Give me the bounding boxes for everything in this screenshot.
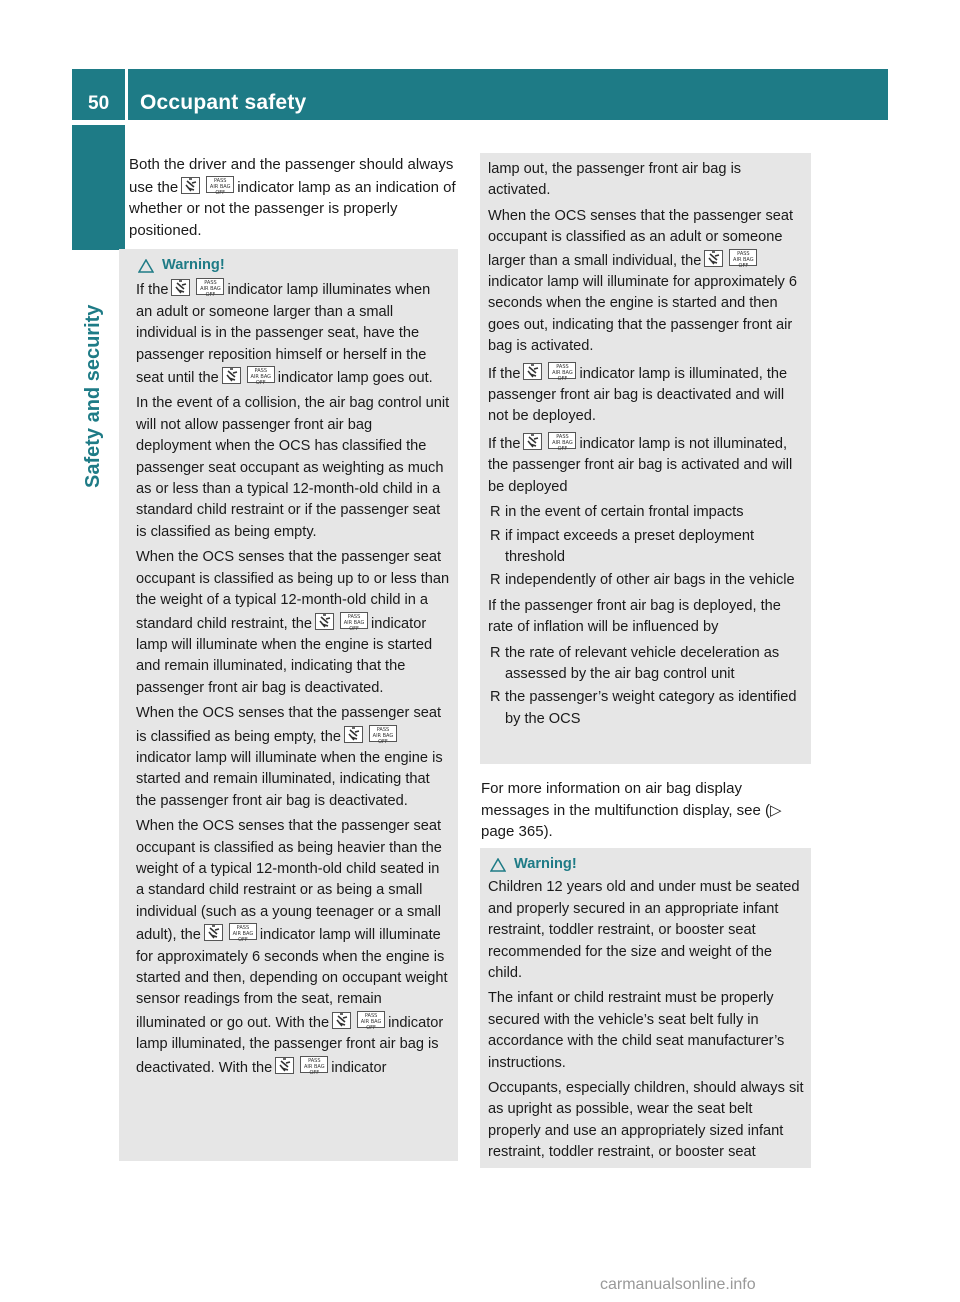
passenger-seat-icon <box>332 1012 351 1029</box>
passenger-seat-icon <box>204 924 223 941</box>
inflation-bullets <box>488 643 805 731</box>
continued-paragraph-4: If the PASS AIR BAG OFF indicator lamp is not illuminated, the passenger front air bag is activated and will be deployed <box>488 433 793 495</box>
warning-heading: Warning! <box>488 854 805 875</box>
side-tab-block <box>72 125 125 250</box>
pass-airbag-off-icon: PASS AIR BAG OFF <box>229 923 257 940</box>
intro-paragraph: Both the driver and the passenger should always use the PASS AIR BAG OFF indicator lamp as an indication of whether or not the passenger is properly positioned. <box>129 156 456 239</box>
watermark: carmanualsonline.info <box>600 1276 756 1293</box>
children-warning-paragraph-2: The infant or child restraint must be properly secured with the vehicle’s seat belt fully in accordance with the child seat manufacturer’s instructions. <box>488 990 785 1071</box>
continued-paragraph-2: When the OCS senses that the passenger seat occupant is classified as an adult or someone larger than a small individual, the PASS AIR BAG OFF indicator lamp will illuminate for approximately 6 seconds when the engine is started and then goes out, indicating that the passenger front air bag is activated. <box>488 207 798 355</box>
pass-airbag-off-icon: PASS AIR BAG OFF <box>548 432 576 449</box>
warning-box-right-continued <box>480 153 811 764</box>
more-info-paragraph: For more information on air bag display messages in the multifunction display, see (▷ page 365). <box>481 780 782 840</box>
pass-airbag-off-icon: PASS AIR BAG OFF <box>247 366 275 383</box>
children-warning-paragraph-3: Occupants, especially children, should always sit as upright as possible, wear the seat belt properly and use an appropriately sized infant restraint, toddler restraint, or booster seat <box>488 1080 804 1161</box>
passenger-seat-icon <box>315 613 334 630</box>
left-intro <box>129 154 459 245</box>
pass-airbag-off-icon: PASS AIR BAG OFF <box>300 1056 328 1073</box>
passenger-seat-icon <box>344 726 363 743</box>
page-number <box>72 69 125 120</box>
header-divider <box>125 69 128 120</box>
children-warning-paragraph-1: Children 12 years old and under must be seated and properly secured in an appropriate infant restraint, toddler restraint, or booster seat recommended for the size and weight of the child. <box>488 879 800 982</box>
page-number-text: 50 <box>88 93 110 114</box>
passenger-seat-icon <box>222 367 241 384</box>
list-item: R the passenger’s weight category as identified by the OCS <box>490 689 797 727</box>
continued-paragraph-1: lamp out, the passenger front air bag is activated. <box>488 161 742 199</box>
pass-airbag-off-icon: PASS AIR BAG OFF <box>548 362 576 379</box>
continued-paragraph-3: If the PASS AIR BAG OFF indicator lamp is illuminated, the passenger front air bag is deactivated and will not be deployed. <box>488 363 788 425</box>
warning-heading: Warning! <box>136 255 450 276</box>
warning-triangle-icon <box>138 259 154 273</box>
pass-airbag-off-icon: PASS AIR BAG OFF <box>729 249 757 266</box>
list-item: R if impact exceeds a preset deployment threshold <box>490 527 755 565</box>
list-item: R the rate of relevant vehicle deceleration as assessed by the air bag control unit <box>490 644 780 682</box>
continued-paragraph-5: If the passenger front air bag is deployed, the rate of inflation will be influenced by <box>488 597 781 636</box>
passenger-seat-icon <box>171 279 190 296</box>
page-reference-link[interactable]: (▷ page 365). <box>481 801 782 840</box>
deployment-bullets <box>488 502 805 592</box>
warning-paragraph-2: In the event of a collision, the air bag control unit will not allow passenger front air bag deployment when the OCS has classified the passenger seat occupant as weighting as much as or less than a typical 12-month-old child in a standard child restraint or if the passenger seat is classified as being empty. <box>136 395 450 540</box>
list-item: R independently of other air bags in the vehicle <box>490 572 795 589</box>
warning-paragraph-4: When the OCS senses that the passenger seat is classified as being empty, the PASS AIR BAG OFF indicator lamp will illuminate when the engine is started and remain illuminated, indicating that the passenger front air bag is deactivated. <box>136 705 443 809</box>
warning-box-left <box>119 249 458 1161</box>
warning-triangle-icon <box>490 858 506 872</box>
list-item: R in the event of certain frontal impacts <box>490 504 744 521</box>
passenger-seat-icon <box>181 177 200 194</box>
pass-airbag-off-icon: PASS AIR BAG OFF <box>369 725 397 742</box>
pass-airbag-off-icon: PASS AIR BAG OFF <box>196 278 224 295</box>
warning-paragraph-5: When the OCS senses that the passenger seat occupant is classified as being heavier than the weight of a typical 12-month-old child seated in a standard child restraint or as being a small individual (such as a young teenager or a small adult), the PASS AIR BAG OFF indicator lamp will illuminate for approximately 6 seconds when the engine is started and then, depending on occupant weight sensor readings from the seat, remain illuminated or go out. With the PASS AIR BAG OFF indicator lamp illuminated, the passenger front air bag is deactivated. With the PASS AIR BAG OFF indicator <box>136 818 448 1076</box>
side-tab-label: Safety and security <box>82 304 104 488</box>
warning-box-children <box>480 848 811 1168</box>
warning-paragraph-1: If the PASS AIR BAG OFF indicator lamp illuminates when an adult or someone larger than a small individual is in the passenger seat, have the passenger reposition himself or herself in the seat until the PASS AIR BAG OFF indicator lamp goes out. <box>136 280 433 387</box>
passenger-seat-icon <box>704 250 723 267</box>
passenger-seat-icon <box>523 433 542 450</box>
pass-airbag-off-icon: PASS AIR BAG OFF <box>206 176 234 193</box>
pass-airbag-off-icon: PASS AIR BAG OFF <box>340 612 368 629</box>
section-title: Occupant safety <box>140 91 307 114</box>
passenger-seat-icon <box>523 363 542 380</box>
warning-paragraph-3: When the OCS senses that the passenger seat occupant is classified as being up to or less than the weight of a typical 12-month-old child in a standard child restraint, the PASS AIR BAG OFF indicator lamp will illuminate when the engine is started and remain illuminated, indicating that the passenger front air bag is deactivated. <box>136 549 450 696</box>
passenger-seat-icon <box>275 1057 294 1074</box>
pass-airbag-off-icon: PASS AIR BAG OFF <box>357 1011 385 1028</box>
